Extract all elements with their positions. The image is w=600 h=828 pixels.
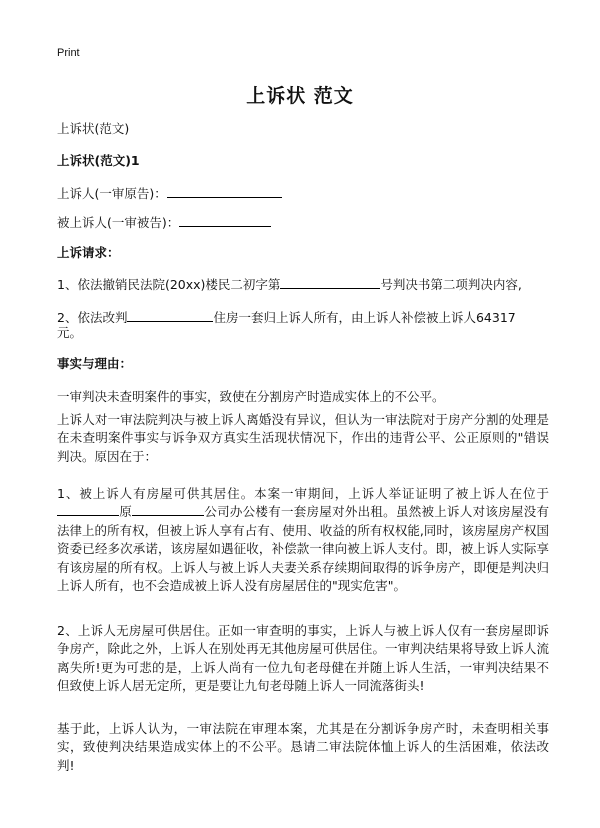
facts-p3-blank-1 (57, 503, 119, 516)
request-1-text-before: 1、依法撤销民法院(20xx)楼民二初字第 (57, 277, 281, 292)
facts-paragraph-5: 基于此，上诉人认为，一审法院在审理本案，尤其是在分割诉争房产时，未查明相关事实，致使判决结果造成实体上的不公平。恳请二审法院体恤上诉人的生活困难，依法改判! (57, 721, 549, 773)
request-item-2 (57, 309, 516, 326)
facts-heading: 事实与理由： (57, 356, 133, 371)
facts-p3-part1: 1、被上诉人有房屋可供其居住。本案一审期间，上诉人举证证明了被上诉人在位于 (57, 486, 549, 501)
facts-paragraph-4: 2、上诉人无房屋可供居住。正如一审查明的事实，上诉人与被上诉人仅有一套房屋即诉争房产，除此之外，上诉人在别处再无其他房屋可供居住。一审判决结果将导致上诉人流离失所!更为可悲的是，上诉人尚有一位九旬老母健在并随上诉人生活，一审判决结果不但致使上诉人居无定所，更是要让九旬老母随上诉人一同流落街头! (57, 623, 549, 694)
request-heading: 上诉请求： (57, 245, 120, 260)
facts-p3-part2: 原 (119, 504, 133, 520)
facts-paragraph-2: 上诉人对一审法院判决与被上诉人离婚没有异议，但认为一审法院对于房产分割的处理是在未查明案件事实与诉争双方真实生活现状情况下，作出的违背公平、公正原则的"错误判决。原因在于： (57, 412, 549, 464)
document-subtitle: 上诉状(范文) (57, 121, 130, 136)
appellant-label: 上诉人(一审原告)： (57, 186, 167, 201)
appellee-line (57, 214, 271, 231)
facts-paragraph-1: 一审判决未查明案件的事实，致使在分割房产时造成实体上的不公平。 (57, 389, 445, 404)
appellee-blank (179, 214, 271, 227)
facts-p3-blank-2 (132, 503, 204, 516)
appellee-label: 被上诉人(一审被告)： (57, 215, 180, 230)
request-item-1 (57, 276, 522, 293)
appellant-blank (167, 185, 282, 198)
request-1-text-after: 号判决书第二项判决内容, (380, 277, 522, 292)
request-2-text-after: 住房一套归上诉人所有，由上诉人补偿被上诉人64317 (213, 310, 516, 325)
appellant-line (57, 185, 282, 202)
print-link[interactable]: Print (57, 47, 80, 59)
request-2-text-before: 2、依法改判 (57, 310, 128, 325)
request-2-blank (127, 309, 213, 322)
document-title: 上诉状 范文 (246, 85, 354, 107)
request-item-2-continued: 元。 (57, 325, 83, 340)
request-1-blank (280, 276, 380, 289)
facts-p3-part3: 公司办公楼有一套房屋对外出租。虽然被上诉人对该房屋没有法律上的所有权，但被上诉人享有占有、使用、收益的所有权权能,同时，该房屋房产权国资委已经多次承诺，该房屋如遇征收，补偿款一律向被上诉人支付。即，被上诉人实际享有该房屋的所有权。上诉人与被上诉人夫妻关系存续期间取得的诉争房产，即便是判决归上诉人所有，也不会造成被上诉人没有房屋居住的"现实危害"。 (57, 504, 549, 594)
facts-paragraph-3 (57, 485, 549, 595)
section-heading: 上诉状(范文)1 (57, 153, 140, 168)
